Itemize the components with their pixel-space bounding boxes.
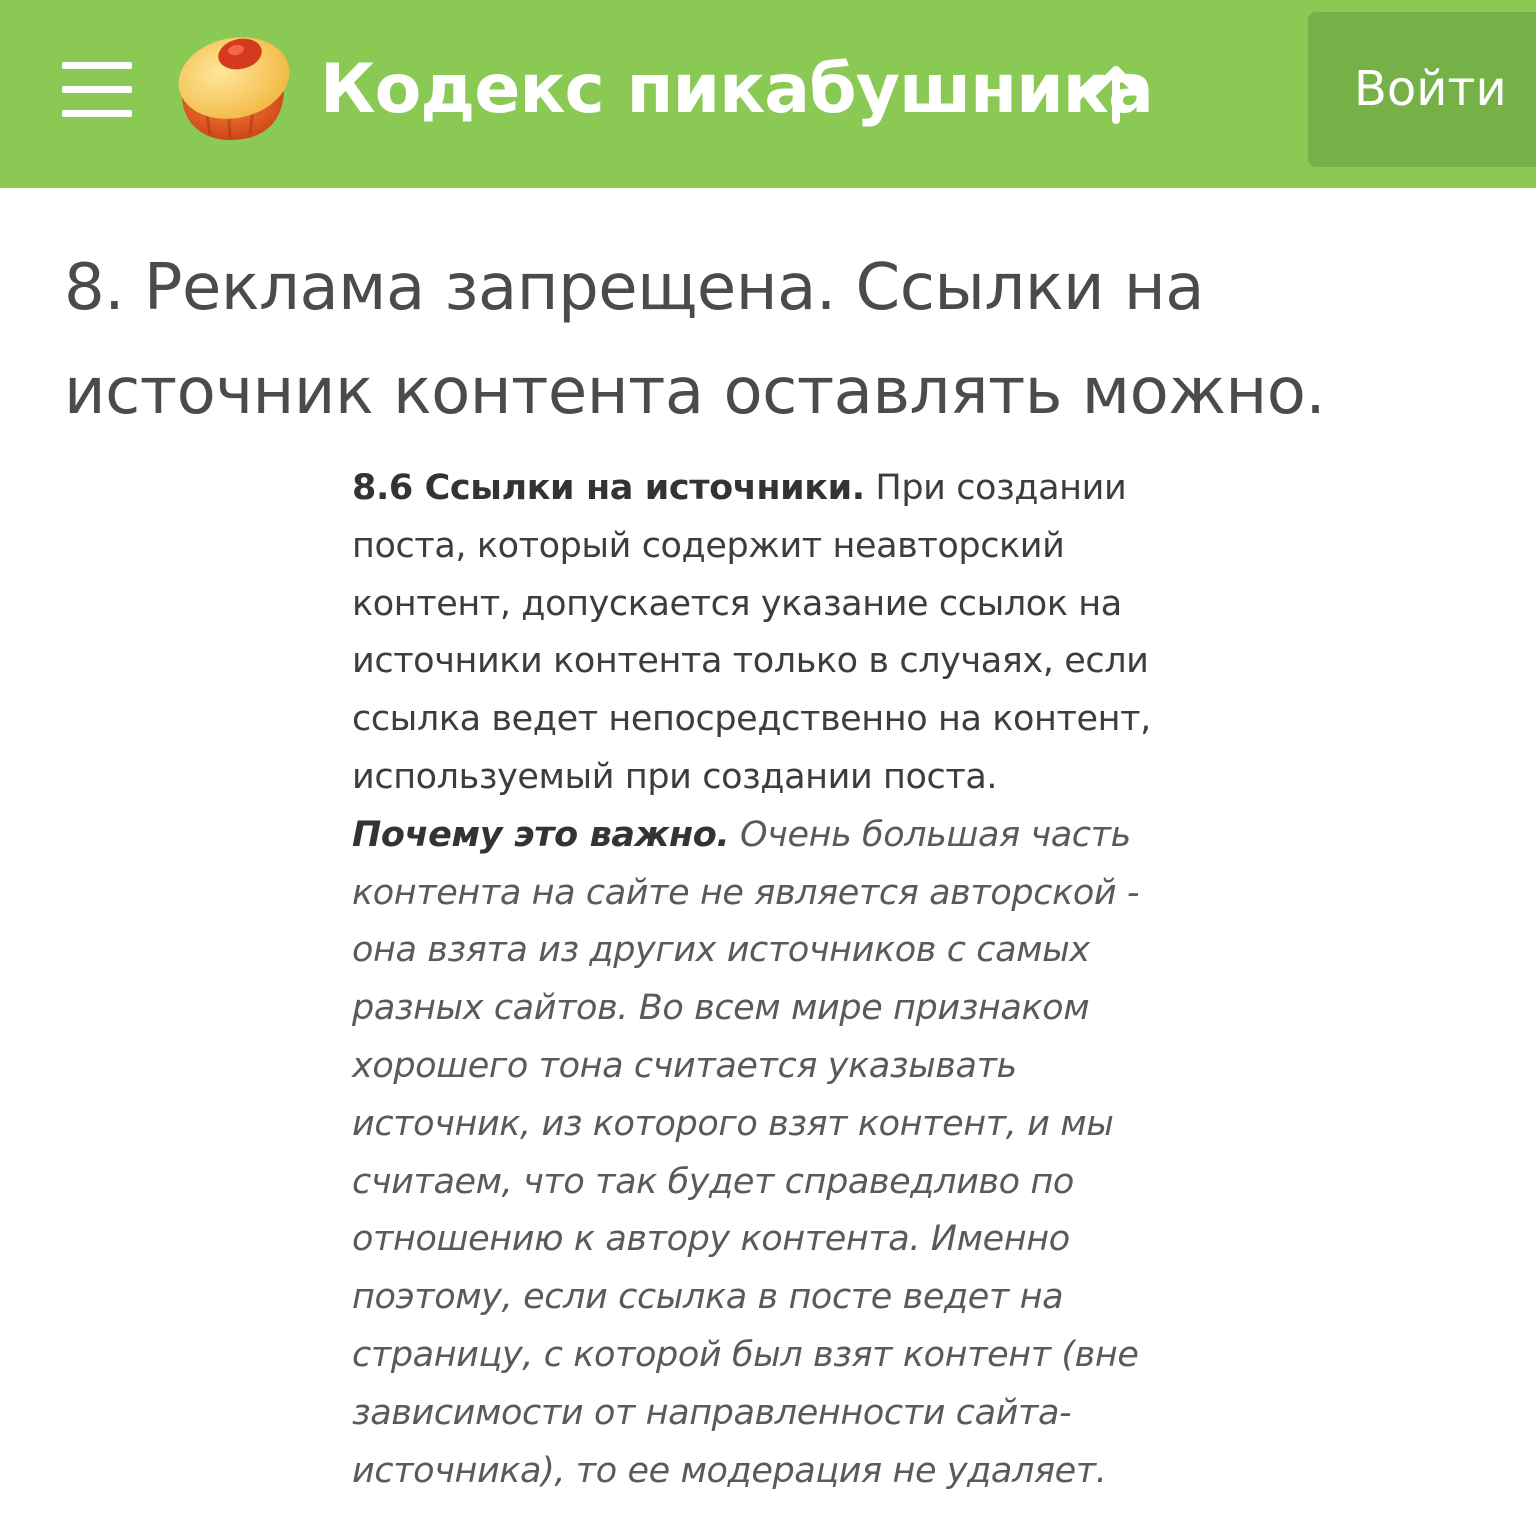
why-important-paragraph [352, 807, 1192, 1501]
arrow-up-icon[interactable] [1084, 62, 1148, 126]
rule-block [352, 460, 1192, 1500]
top-bar [0, 0, 1536, 188]
rule-text: При создании поста, который содержит неавторский контент, допускается указание ссылок на источники контента только в случаях, если ссылка ведет непосредственно на контент, используемый при создании поста. [352, 468, 1151, 797]
section-heading: 8. Реклама запрещена. Ссылки на источник контента оставлять можно. [64, 251, 1326, 429]
pikabu-cupcake-logo-icon[interactable] [170, 28, 294, 146]
why-important-label: Почему это важно. [352, 814, 730, 855]
rule-paragraph [352, 460, 1192, 807]
site-title[interactable]: Кодекс пикабушника [320, 50, 1153, 129]
login-button[interactable]: Войти [1308, 12, 1536, 167]
why-important-text: Очень большая часть контента на сайте не является авторской - она взята из других источников с самых разных сайтов. Во всем мире признаком хорошего тона считается указывать источник, из которого взят контент, и мы считаем, что так будет справедливо по отношению к автору контента. Именно поэтому, если ссылка в посте ведет на страницу, с которой был взят контент (вне зависимости от направленности сайта-источника), то ее модерация не удаляет. [352, 814, 1140, 1491]
rule-title: 8.6 Ссылки на источники. [352, 468, 865, 508]
hamburger-menu-icon[interactable] [62, 62, 134, 118]
